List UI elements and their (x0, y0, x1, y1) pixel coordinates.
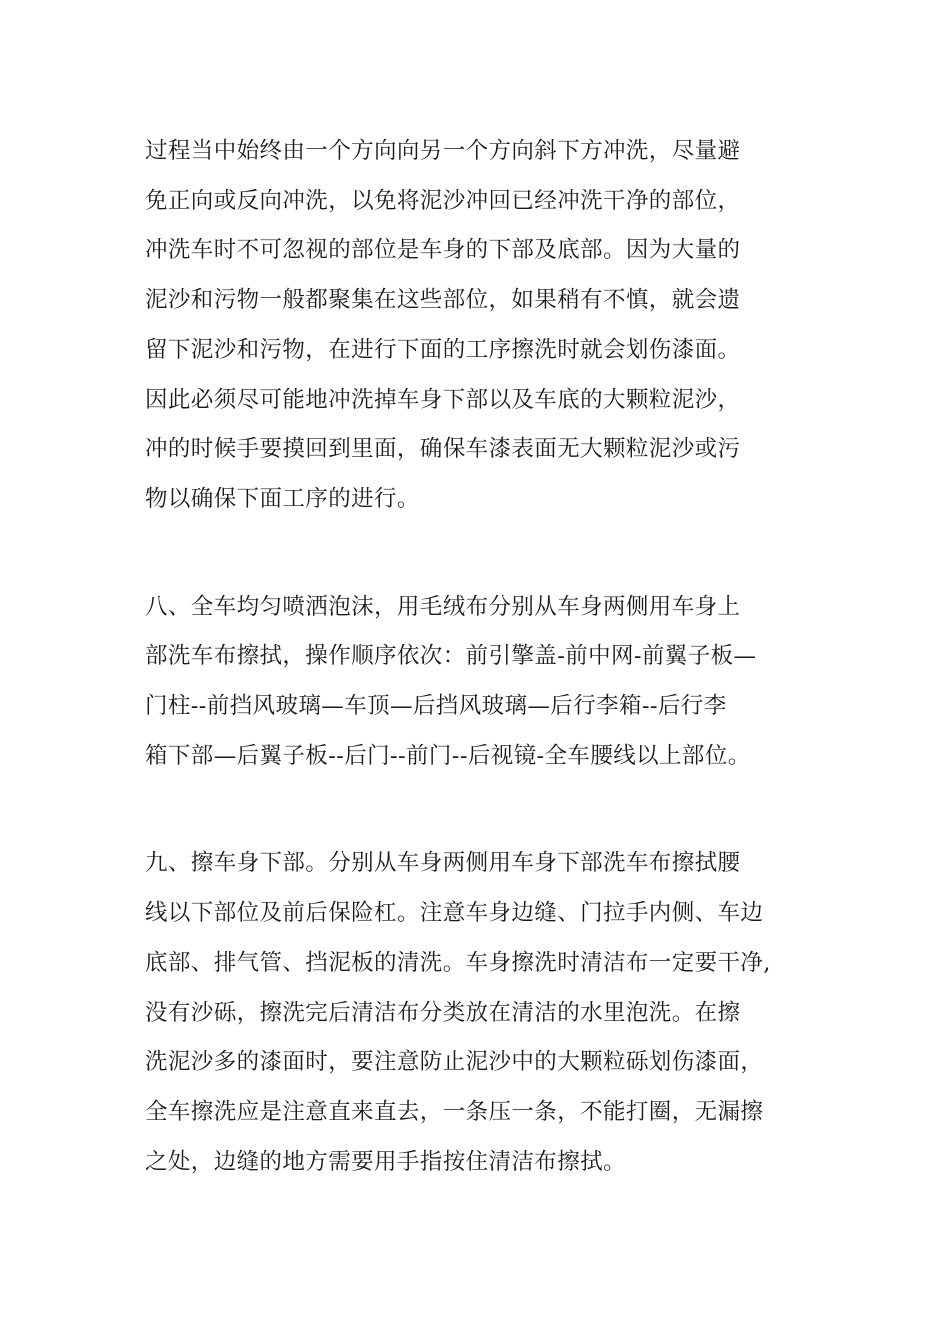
document-body (145, 127, 815, 1187)
text-line: 八、全车均匀喷洒泡沫，用毛绒布分别从车身两侧用车身上 (145, 593, 741, 620)
paragraph-step-eight (145, 583, 815, 782)
text-line: 冲洗车时不可忽视的部位是车身的下部及底部。因为大量的 (145, 237, 741, 264)
text-line: 留下泥沙和污物，在进行下面的工序擦洗时就会划伤漆面。 (145, 336, 741, 363)
text-line: 箱下部—后翼子板--后门--前门--后视镜-全车腰线以上部位。 (145, 742, 751, 769)
text-line: 部洗车布擦拭，操作顺序依次：前引擎盖-前中网-前翼子板— (145, 643, 757, 670)
paragraph-rinsing (145, 127, 815, 525)
text-line: 之处，边缝的地方需要用手指按住清洁布擦拭。 (145, 1148, 626, 1175)
text-line: 冲的时候手要摸回到里面，确保车漆表面无大颗粒泥沙或污 (145, 436, 741, 463)
text-line: 洗泥沙多的漆面时，要注意防止泥沙中的大颗粒砾划伤漆面， (145, 1049, 764, 1076)
text-line: 过程当中始终由一个方向向另一个方向斜下方冲洗，尽量避 (145, 138, 741, 164)
paragraph-spacer (145, 525, 815, 583)
text-line: 门柱--前挡风玻璃—车顶—后挡风玻璃—后行李箱--后行李 (145, 693, 727, 720)
text-line: 全车擦洗应是注意直来直去，一条压一条，不能打圈，无漏擦 (145, 1098, 764, 1125)
text-line: 物以确保下面工序的进行。 (145, 485, 420, 512)
text-line: 没有沙砾，擦洗完后清洁布分类放在清洁的水里泡洗。在擦 (145, 999, 741, 1026)
paragraph-spacer (145, 781, 815, 839)
text-line: 因此必须尽可能地冲洗掉车身下部以及车底的大颗粒泥沙， (145, 386, 741, 413)
text-line: 线以下部位及前后保险杠。注意车身边缝、门拉手内侧、车边 (145, 900, 764, 927)
text-line: 九、擦车身下部。分别从车身两侧用车身下部洗车布擦拭腰 (145, 850, 741, 877)
text-line: 底部、排气管、挡泥板的清洗。车身擦洗时清洁布一定要干净, (145, 949, 771, 976)
paragraph-step-nine (145, 839, 815, 1187)
text-line: 免正向或反向冲洗，以免将泥沙冲回已经冲洗干净的部位， (145, 187, 741, 214)
text-line: 泥沙和污物一般都聚集在这些部位，如果稍有不慎，就会遗 (145, 287, 741, 314)
